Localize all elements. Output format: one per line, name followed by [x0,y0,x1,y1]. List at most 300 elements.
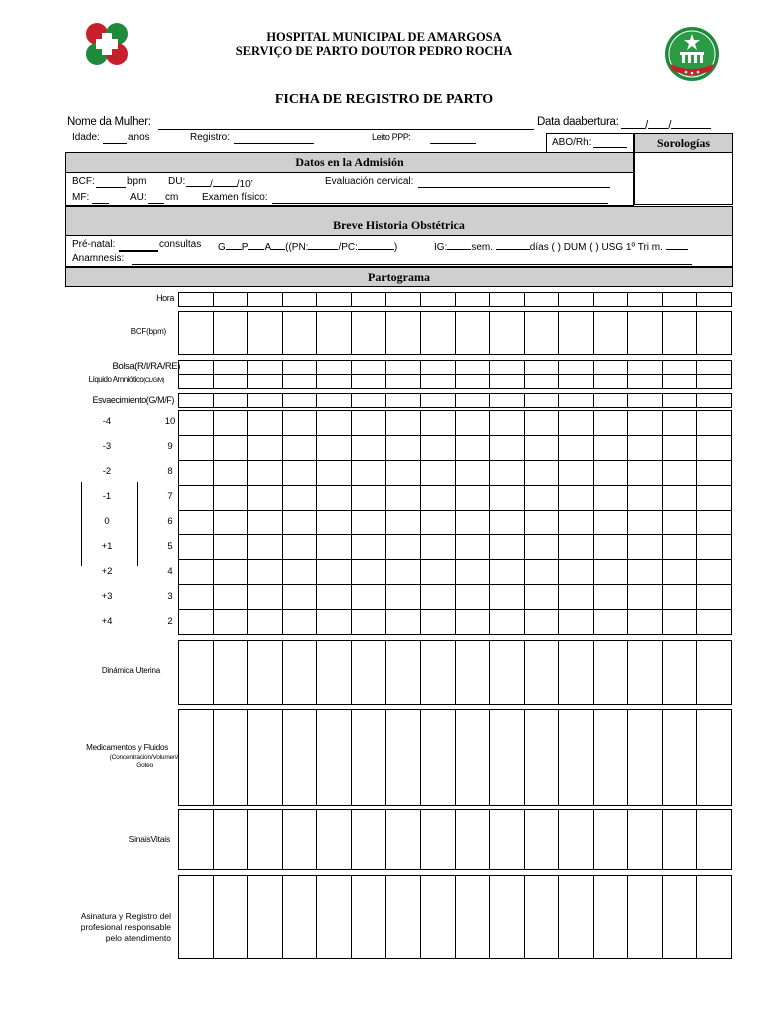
bolsa-liquido-cell[interactable] [490,375,525,389]
hora-cell[interactable] [386,293,421,307]
assinatura-cell[interactable] [248,876,283,959]
dilation-cell[interactable] [248,610,283,635]
dilation-cell[interactable] [248,461,283,486]
dilation-cell[interactable] [628,461,663,486]
bolsa-liquido-cell[interactable] [456,375,491,389]
assinatura-cell[interactable] [179,876,214,959]
dilation-cell[interactable] [697,610,732,635]
dilation-cell[interactable] [628,560,663,585]
medicamentos-cell[interactable] [179,710,214,806]
dilation-cell[interactable] [663,461,698,486]
dilation-cell[interactable] [456,411,491,436]
dilation-cell[interactable] [352,436,387,461]
sinais-cell[interactable] [421,810,456,870]
dilation-cell[interactable] [317,610,352,635]
ig-fields[interactable]: IG: sem. días ( ) DUM ( ) USG 1º Tri m. [434,239,688,253]
dilation-cell[interactable] [352,535,387,560]
dilation-cell[interactable] [386,411,421,436]
dilation-cell[interactable] [490,411,525,436]
bcf-row[interactable] [178,311,732,355]
dilation-cell[interactable] [525,461,560,486]
dinamica-cell[interactable] [697,641,732,705]
dilation-cell[interactable] [352,486,387,511]
dilation-cell[interactable] [594,511,629,536]
dilation-cell[interactable] [421,436,456,461]
bolsa-liquido-cell[interactable] [214,361,249,375]
dilation-cell[interactable] [248,486,283,511]
dilation-cell[interactable] [248,585,283,610]
bolsa-liquido-cell[interactable] [525,361,560,375]
bolsa-liquido-cell[interactable] [283,361,318,375]
esvaecimento-cell[interactable] [456,394,491,408]
esvaecimento-cell[interactable] [525,394,560,408]
dilation-cell[interactable] [628,511,663,536]
medicamentos-cell[interactable] [594,710,629,806]
bolsa-liquido-cell[interactable] [248,361,283,375]
esvaecimento-cell[interactable] [214,394,249,408]
bcf-cell[interactable] [317,312,352,355]
dinamica-cell[interactable] [214,641,249,705]
dilation-cell[interactable] [179,560,214,585]
dilation-cell[interactable] [697,511,732,536]
dilation-cell[interactable] [628,436,663,461]
dilation-cell[interactable] [456,461,491,486]
bolsa-liquido-cell[interactable] [628,375,663,389]
dilation-cell[interactable] [525,436,560,461]
dilation-cell[interactable] [663,486,698,511]
dilation-cell[interactable] [283,461,318,486]
dilation-cell[interactable] [317,560,352,585]
sinais-cell[interactable] [214,810,249,870]
bcf-cell[interactable] [628,312,663,355]
gpa-fields[interactable]: G P A ((PN: /PC: ) [218,239,397,253]
hora-cell[interactable] [317,293,352,307]
hora-cell[interactable] [490,293,525,307]
dinamica-cell[interactable] [386,641,421,705]
dilation-cell[interactable] [628,535,663,560]
assinatura-cell[interactable] [283,876,318,959]
medicamentos-cell[interactable] [697,710,732,806]
dilation-cell[interactable] [594,560,629,585]
dilation-cell[interactable] [559,585,594,610]
dinamica-cell[interactable] [594,641,629,705]
dilation-cell[interactable] [456,535,491,560]
esvaecimento-cell[interactable] [559,394,594,408]
dilation-cell[interactable] [421,610,456,635]
bcf-cell[interactable] [386,312,421,355]
medicamentos-cell[interactable] [421,710,456,806]
bolsa-liquido-cell[interactable] [317,375,352,389]
dilation-cell[interactable] [525,610,560,635]
esvaecimento-cell[interactable] [179,394,214,408]
assinatura-cell[interactable] [456,876,491,959]
sinais-row[interactable] [178,809,732,870]
hora-cell[interactable] [421,293,456,307]
dilation-cell[interactable] [697,585,732,610]
dilation-cell[interactable] [317,436,352,461]
bolsa-liquido-cell[interactable] [490,361,525,375]
medicamentos-cell[interactable] [490,710,525,806]
dilation-cell[interactable] [179,511,214,536]
dilation-cell[interactable] [214,535,249,560]
esvaecimento-cell[interactable] [490,394,525,408]
dilation-cell[interactable] [594,486,629,511]
dilation-cell[interactable] [317,511,352,536]
dilation-cell[interactable] [352,411,387,436]
au-field[interactable] [148,203,164,204]
esvaecimento-row[interactable] [178,393,732,408]
woman-name-field[interactable] [158,129,534,130]
dilation-cell[interactable] [317,461,352,486]
dilation-cell[interactable] [490,436,525,461]
bolsa-liquido-cell[interactable] [248,375,283,389]
mf-field[interactable] [92,203,109,204]
esvaecimento-cell[interactable] [283,394,318,408]
hora-cell[interactable] [525,293,560,307]
dilation-cell[interactable] [697,486,732,511]
dilation-grid[interactable] [178,410,732,635]
bcf-cell[interactable] [697,312,732,355]
dilation-cell[interactable] [697,461,732,486]
sinais-cell[interactable] [663,810,698,870]
assinatura-cell[interactable] [317,876,352,959]
bolsa-liquido-cell[interactable] [697,375,732,389]
dinamica-cell[interactable] [490,641,525,705]
bolsa-liquido-cell[interactable] [663,375,698,389]
dilation-cell[interactable] [456,436,491,461]
dilation-cell[interactable] [214,411,249,436]
dilation-cell[interactable] [525,511,560,536]
bolsa-liquido-cell[interactable] [697,361,732,375]
assinatura-cell[interactable] [214,876,249,959]
sinais-cell[interactable] [628,810,663,870]
dilation-cell[interactable] [179,411,214,436]
dilation-cell[interactable] [456,511,491,536]
bolsa-liquido-cell[interactable] [386,361,421,375]
medicamentos-cell[interactable] [456,710,491,806]
esvaecimento-cell[interactable] [697,394,732,408]
bolsa-liquido-cell[interactable] [214,375,249,389]
sinais-cell[interactable] [525,810,560,870]
bolsa-liquido-cell[interactable] [421,375,456,389]
dilation-cell[interactable] [663,610,698,635]
dilation-cell[interactable] [490,585,525,610]
bolsa-liquido-cell[interactable] [317,361,352,375]
blood-type-box[interactable] [546,133,634,153]
bolsa-liquido-cell[interactable] [283,375,318,389]
bcf-cell[interactable] [248,312,283,355]
hora-cell[interactable] [697,293,732,307]
sinais-cell[interactable] [386,810,421,870]
dilation-cell[interactable] [490,511,525,536]
esvaecimento-cell[interactable] [248,394,283,408]
assinatura-cell[interactable] [490,876,525,959]
medicamentos-cell[interactable] [317,710,352,806]
hora-cell[interactable] [456,293,491,307]
dilation-cell[interactable] [283,560,318,585]
assinatura-cell[interactable] [663,876,698,959]
bolsa-liquido-cell[interactable] [179,375,214,389]
dilation-cell[interactable] [628,585,663,610]
dilation-cell[interactable] [697,436,732,461]
dilation-cell[interactable] [179,461,214,486]
assinatura-cell[interactable] [421,876,456,959]
dilation-cell[interactable] [352,461,387,486]
dilation-cell[interactable] [421,486,456,511]
dilation-cell[interactable] [352,610,387,635]
medicamentos-cell[interactable] [559,710,594,806]
dilation-cell[interactable] [214,436,249,461]
hora-cell[interactable] [179,293,214,307]
dilation-cell[interactable] [248,560,283,585]
sinais-cell[interactable] [283,810,318,870]
dilation-cell[interactable] [697,411,732,436]
dilation-cell[interactable] [594,436,629,461]
dilation-cell[interactable] [525,560,560,585]
esvaecimento-cell[interactable] [421,394,456,408]
dilation-cell[interactable] [525,411,560,436]
dilation-cell[interactable] [283,436,318,461]
dilation-cell[interactable] [352,585,387,610]
hora-cell[interactable] [559,293,594,307]
sinais-cell[interactable] [317,810,352,870]
dilation-cell[interactable] [628,486,663,511]
bcf-cell[interactable] [456,312,491,355]
dilation-cell[interactable] [490,535,525,560]
bcf-cell[interactable] [594,312,629,355]
dilation-cell[interactable] [456,560,491,585]
dilation-cell[interactable] [559,411,594,436]
dinamica-cell[interactable] [663,641,698,705]
bolsa-liquido-cell[interactable] [628,361,663,375]
sinais-cell[interactable] [559,810,594,870]
dilation-cell[interactable] [594,411,629,436]
dilation-cell[interactable] [663,560,698,585]
dilation-cell[interactable] [283,486,318,511]
dilation-cell[interactable] [594,461,629,486]
dilation-cell[interactable] [490,461,525,486]
dinamica-cell[interactable] [456,641,491,705]
dilation-cell[interactable] [283,411,318,436]
bolsa-liquido-cell[interactable] [386,375,421,389]
dilation-cell[interactable] [214,560,249,585]
dilation-cell[interactable] [456,486,491,511]
dilation-cell[interactable] [248,436,283,461]
medicamentos-cell[interactable] [386,710,421,806]
sinais-cell[interactable] [490,810,525,870]
dilation-cell[interactable] [525,585,560,610]
bolsa-liquido-cell[interactable] [559,361,594,375]
dilation-cell[interactable] [559,610,594,635]
dilation-cell[interactable] [214,486,249,511]
dinamica-cell[interactable] [421,641,456,705]
dinamica-cell[interactable] [179,641,214,705]
hora-cell[interactable] [352,293,387,307]
dilation-cell[interactable] [490,486,525,511]
esvaecimento-cell[interactable] [386,394,421,408]
dilation-cell[interactable] [421,461,456,486]
dinamica-cell[interactable] [525,641,560,705]
medicamentos-cell[interactable] [525,710,560,806]
anamnesis-field[interactable] [132,264,692,265]
dilation-cell[interactable] [352,511,387,536]
sinais-cell[interactable] [248,810,283,870]
esvaecimento-cell[interactable] [594,394,629,408]
dinamica-cell[interactable] [283,641,318,705]
sinais-cell[interactable] [594,810,629,870]
dilation-cell[interactable] [214,610,249,635]
assinatura-cell[interactable] [525,876,560,959]
dilation-cell[interactable] [594,585,629,610]
dilation-cell[interactable] [386,486,421,511]
dilation-cell[interactable] [283,511,318,536]
dilation-cell[interactable] [421,535,456,560]
bcf-cell[interactable] [352,312,387,355]
medicamentos-cell[interactable] [628,710,663,806]
dilation-cell[interactable] [421,411,456,436]
dilation-cell[interactable] [559,461,594,486]
bcf-cell[interactable] [559,312,594,355]
bolsa-liquido-cell[interactable] [456,361,491,375]
bcf-cell[interactable] [663,312,698,355]
hora-cell[interactable] [214,293,249,307]
dinamica-cell[interactable] [352,641,387,705]
registry-field[interactable] [234,143,314,144]
assinatura-row[interactable] [178,875,732,959]
dilation-cell[interactable] [525,535,560,560]
bcf-cell[interactable] [179,312,214,355]
dilation-cell[interactable] [317,535,352,560]
dinamica-cell[interactable] [559,641,594,705]
dilation-cell[interactable] [283,535,318,560]
dilation-cell[interactable] [248,411,283,436]
hora-cell[interactable] [248,293,283,307]
assinatura-cell[interactable] [697,876,732,959]
dilation-cell[interactable] [663,411,698,436]
dilation-cell[interactable] [559,486,594,511]
bcf-cell[interactable] [490,312,525,355]
dilation-cell[interactable] [179,535,214,560]
age-field[interactable] [103,143,127,144]
serology-box[interactable] [634,152,733,205]
dilation-cell[interactable] [179,585,214,610]
dilation-cell[interactable] [421,511,456,536]
bolsa-liquido-cell[interactable] [421,361,456,375]
assinatura-cell[interactable] [386,876,421,959]
hora-cell[interactable] [628,293,663,307]
dilation-cell[interactable] [214,461,249,486]
dilation-cell[interactable] [628,411,663,436]
dinamica-row[interactable] [178,640,732,705]
dilation-cell[interactable] [283,610,318,635]
prenatal-field[interactable] [119,250,158,252]
dilation-cell[interactable] [663,535,698,560]
hora-cell[interactable] [283,293,318,307]
medicamentos-cell[interactable] [663,710,698,806]
medicamentos-cell[interactable] [248,710,283,806]
dilation-cell[interactable] [352,560,387,585]
dilation-cell[interactable] [248,535,283,560]
dilation-cell[interactable] [490,610,525,635]
dilation-cell[interactable] [663,436,698,461]
assinatura-cell[interactable] [628,876,663,959]
dilation-cell[interactable] [697,560,732,585]
hora-cell[interactable] [594,293,629,307]
esvaecimento-cell[interactable] [352,394,387,408]
dilation-cell[interactable] [594,610,629,635]
dilation-cell[interactable] [386,585,421,610]
bcf-cell[interactable] [214,312,249,355]
dinamica-cell[interactable] [628,641,663,705]
dilation-cell[interactable] [559,535,594,560]
dilation-cell[interactable] [386,436,421,461]
dilation-cell[interactable] [663,511,698,536]
medicamentos-cell[interactable] [214,710,249,806]
bolsa-liquido-cell[interactable] [525,375,560,389]
dilation-cell[interactable] [663,585,698,610]
dilation-cell[interactable] [525,486,560,511]
dilation-cell[interactable] [421,560,456,585]
dinamica-cell[interactable] [248,641,283,705]
dilation-cell[interactable] [317,486,352,511]
dilation-cell[interactable] [456,585,491,610]
open-date-field[interactable]: / / [621,116,711,132]
dilation-cell[interactable] [490,560,525,585]
dilation-cell[interactable] [386,610,421,635]
du-field[interactable]: / /10’ [186,176,253,190]
dilation-cell[interactable] [386,560,421,585]
dilation-cell[interactable] [214,585,249,610]
dilation-cell[interactable] [456,610,491,635]
dilation-cell[interactable] [179,436,214,461]
dilation-cell[interactable] [214,511,249,536]
medicamentos-cell[interactable] [352,710,387,806]
bolsa-liquido-cell[interactable] [663,361,698,375]
dilation-cell[interactable] [179,486,214,511]
dilation-cell[interactable] [628,610,663,635]
dilation-cell[interactable] [559,511,594,536]
dilation-cell[interactable] [248,511,283,536]
esvaecimento-cell[interactable] [628,394,663,408]
bolsa-liquido-cell[interactable] [352,361,387,375]
bcf-cell[interactable] [525,312,560,355]
bolsa-liquido-cell[interactable] [594,375,629,389]
bcf-field[interactable] [96,187,126,188]
bed-field[interactable] [430,143,476,144]
dilation-cell[interactable] [559,436,594,461]
dilation-cell[interactable] [179,610,214,635]
assinatura-cell[interactable] [594,876,629,959]
bcf-cell[interactable] [283,312,318,355]
sinais-cell[interactable] [179,810,214,870]
bolsa-liquido-rows[interactable] [178,360,732,389]
dilation-cell[interactable] [386,461,421,486]
dilation-cell[interactable] [697,535,732,560]
bolsa-liquido-cell[interactable] [179,361,214,375]
dilation-cell[interactable] [283,585,318,610]
bolsa-liquido-cell[interactable] [352,375,387,389]
hora-row[interactable] [178,292,732,307]
sinais-cell[interactable] [352,810,387,870]
bcf-cell[interactable] [421,312,456,355]
dilation-cell[interactable] [317,585,352,610]
cervical-field[interactable] [418,187,610,188]
dilation-cell[interactable] [421,585,456,610]
exam-field[interactable] [272,203,608,204]
dilation-cell[interactable] [594,535,629,560]
sinais-cell[interactable] [456,810,491,870]
esvaecimento-cell[interactable] [663,394,698,408]
